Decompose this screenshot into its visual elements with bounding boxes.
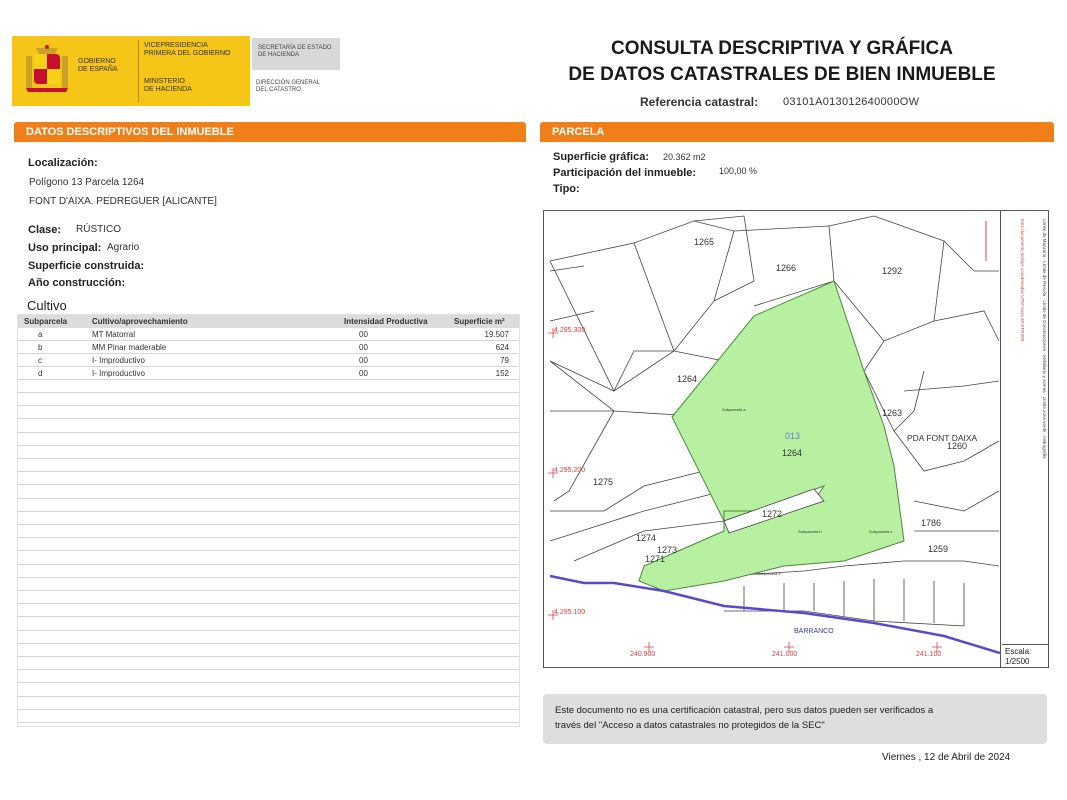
table-row <box>18 328 519 341</box>
map-y-coord-3: 4.295.100 <box>554 609 586 616</box>
disclaimer-line1: Este documento no es una certificación catastral, pero sus datos pueden ser verificados a <box>555 705 934 716</box>
cell-intensidad: 00 <box>359 356 368 365</box>
participacion-value: 100,00 % <box>719 166 758 176</box>
clase-value: RÚSTICO <box>76 224 121 235</box>
cell-cultivo: I- Improductivo <box>92 369 145 378</box>
map-label-1266: 1266 <box>776 263 797 273</box>
secretaria-box: SECRETARÍA DE ESTADO DE HACIENDA <box>252 38 340 70</box>
empty-table-row <box>18 591 519 604</box>
legend-manzana: Límite de Manzana <box>1042 219 1047 258</box>
map-side-note: Este documento incluye coordenadas UTM Huso 30 ETRS89 <box>1020 219 1025 342</box>
ministerio-text: MINISTERIO DE HACIENDA <box>144 78 192 93</box>
map-label-1259: 1259 <box>928 544 949 554</box>
empty-table-row <box>18 670 519 683</box>
cell-subparcela: d <box>38 369 43 378</box>
empty-table-row <box>18 406 519 419</box>
empty-table-row <box>18 618 519 631</box>
gobierno-text: GOBIERNO DE ESPAÑA <box>78 58 118 73</box>
empty-table-row <box>18 499 519 512</box>
legend-hidrografia: Hidrografía <box>1042 436 1047 459</box>
table-row <box>18 367 519 380</box>
empty-table-row <box>18 380 519 393</box>
cell-superficie: 624 <box>495 343 509 352</box>
map-subparcel-b: Subparcela b <box>798 529 822 534</box>
map-subparcel-a: Subparcela a <box>722 407 746 412</box>
government-logo <box>12 36 250 106</box>
map-label-1272: 1272 <box>762 509 783 519</box>
table-row <box>18 341 519 354</box>
map-parcela: 1264 <box>782 448 803 458</box>
empty-table-row <box>18 631 519 644</box>
sup-grafica-label: Superficie gráfica: <box>553 151 649 163</box>
table-row <box>18 354 519 367</box>
col-subparcela: Subparcela <box>24 317 68 326</box>
uso-label: Uso principal: <box>28 242 102 254</box>
map-x-coord-3: 241.100 <box>916 651 942 658</box>
map-subparcel-d: Subparcela d <box>757 571 781 576</box>
localizacion-label: Localización: <box>28 157 98 169</box>
document-date: Viernes , 12 de Abril de 2024 <box>882 752 1011 763</box>
anio-construccion-label: Año construcción: <box>28 277 126 289</box>
empty-table-row <box>18 420 519 433</box>
empty-table-row <box>18 644 519 657</box>
cultivo-title: Cultivo <box>27 298 67 313</box>
map-label-1274: 1274 <box>636 533 657 543</box>
map-y-coord-1: 4.295.300 <box>554 327 586 334</box>
empty-table-row <box>18 604 519 617</box>
empty-table-row <box>18 393 519 406</box>
cell-subparcela: a <box>38 330 43 339</box>
table-header <box>18 315 519 328</box>
scale-label: Escala: <box>1005 647 1032 656</box>
legend-parcela: Límite de Parcela <box>1042 261 1047 297</box>
map-label-1263: 1263 <box>882 408 903 418</box>
participacion-label: Participación del inmueble: <box>553 167 697 179</box>
logo-divider <box>138 40 139 102</box>
map-label-1260: 1260 <box>947 441 968 451</box>
section-bar-parcela: PARCELA <box>540 122 1054 142</box>
col-cultivo: Cultivo/aprovechamiento <box>92 317 188 326</box>
map-poligono: 013 <box>785 431 801 441</box>
map-subparcel-c: Subparcela c <box>869 529 893 534</box>
legend-zona-verde: Límite zona verde <box>1042 396 1047 433</box>
map-label-1275: 1275 <box>593 477 614 487</box>
cadastral-map[interactable] <box>543 210 1049 668</box>
map-label-1271: 1271 <box>645 554 666 564</box>
cell-intensidad: 00 <box>359 343 368 352</box>
empty-table-row <box>18 710 519 723</box>
clase-label: Clase: <box>28 224 62 236</box>
document-title-line2: DE DATOS CATASTRALES DE BIEN INMUEBLE <box>568 64 996 85</box>
disclaimer-line2: través del "Acceso a datos catastrales no protegidos de la SEC" <box>555 720 825 731</box>
superficie-construida-label: Superficie construida: <box>28 260 145 272</box>
empty-table-row <box>18 525 519 538</box>
document-title-line1: CONSULTA DESCRIPTIVA Y GRÁFICA <box>610 38 954 59</box>
ref-catastral-label: Referencia catastral: <box>640 95 759 109</box>
map-legend-panel <box>1000 211 1049 667</box>
empty-table-row <box>18 657 519 670</box>
disclaimer-box <box>543 694 1047 744</box>
cell-intensidad: 00 <box>359 330 368 339</box>
vicepresidencia-text: VICEPRESIDENCIA PRIMERA DEL GOBIERNO <box>144 42 231 57</box>
ref-catastral-value: 03101A013012640000OW <box>783 96 920 108</box>
map-label-1265: 1265 <box>694 237 715 247</box>
cell-cultivo: MM Pinar maderable <box>92 343 167 352</box>
empty-table-row <box>18 472 519 485</box>
col-intensidad: Intensidad Productiva <box>344 317 428 326</box>
sup-grafica-value: 20.362 m2 <box>663 152 706 162</box>
cell-subparcela: c <box>38 356 42 365</box>
col-superficie: Superficie m² <box>454 317 505 326</box>
tipo-label: Tipo: <box>553 183 580 195</box>
empty-table-row <box>18 565 519 578</box>
cell-superficie: 152 <box>495 369 509 378</box>
section-bar-descriptive: DATOS DESCRIPTIVOS DEL INMUEBLE <box>14 122 526 142</box>
cell-intensidad: 00 <box>359 369 368 378</box>
map-legend-list: Límite de Manzana · Límite de Parcela · Límite de Construcciones · Mobiliario y aceras · Límite zona verde · Hidrografía <box>1042 219 1047 459</box>
empty-table-row <box>18 446 519 459</box>
cultivo-table <box>17 314 520 727</box>
cell-superficie: 19.507 <box>484 330 509 339</box>
cell-subparcela: b <box>38 343 43 352</box>
map-y-coord-2: 4.295.200 <box>554 467 586 474</box>
empty-table-row <box>18 578 519 591</box>
direccion-text: DIRECCIÓN GENERAL DEL CATASTRO <box>256 80 321 93</box>
map-label-1264-neighbor: 1264 <box>677 374 698 384</box>
empty-table-row <box>18 433 519 446</box>
empty-table-row <box>18 512 519 525</box>
uso-value: Agrario <box>107 242 140 253</box>
empty-table-row <box>18 486 519 499</box>
legend-mobiliario: Mobiliario y aceras <box>1042 355 1047 393</box>
map-label-1292: 1292 <box>882 266 903 276</box>
cell-superficie: 79 <box>500 356 509 365</box>
coat-of-arms-icon <box>22 44 72 98</box>
map-barranco: BARRANCO <box>794 628 834 635</box>
empty-table-row <box>18 552 519 565</box>
map-paraje: PDA FONT DAIXA <box>907 433 978 443</box>
empty-table-row <box>18 684 519 697</box>
scale-value: 1/2500 <box>1005 657 1030 666</box>
map-x-coord-1: 240.900 <box>630 651 656 658</box>
cell-cultivo: I- Improductivo <box>92 356 145 365</box>
map-label-1273: 1273 <box>657 545 678 555</box>
cell-cultivo: MT Matorral <box>92 330 135 339</box>
empty-table-row <box>18 459 519 472</box>
localizacion-line2: FONT D'AIXA. PEDREGUER [ALICANTE] <box>29 196 217 207</box>
empty-table-row <box>18 538 519 551</box>
parcel-1264-shape <box>639 281 904 591</box>
localizacion-line1: Polígono 13 Parcela 1264 <box>29 177 145 188</box>
map-label-1786: 1786 <box>921 518 942 528</box>
legend-construcciones: Límite de Construcciones <box>1042 300 1047 352</box>
river-line <box>550 576 1000 653</box>
map-scale <box>1002 644 1048 667</box>
map-x-coord-2: 241.000 <box>772 651 798 658</box>
empty-table-row <box>18 697 519 710</box>
